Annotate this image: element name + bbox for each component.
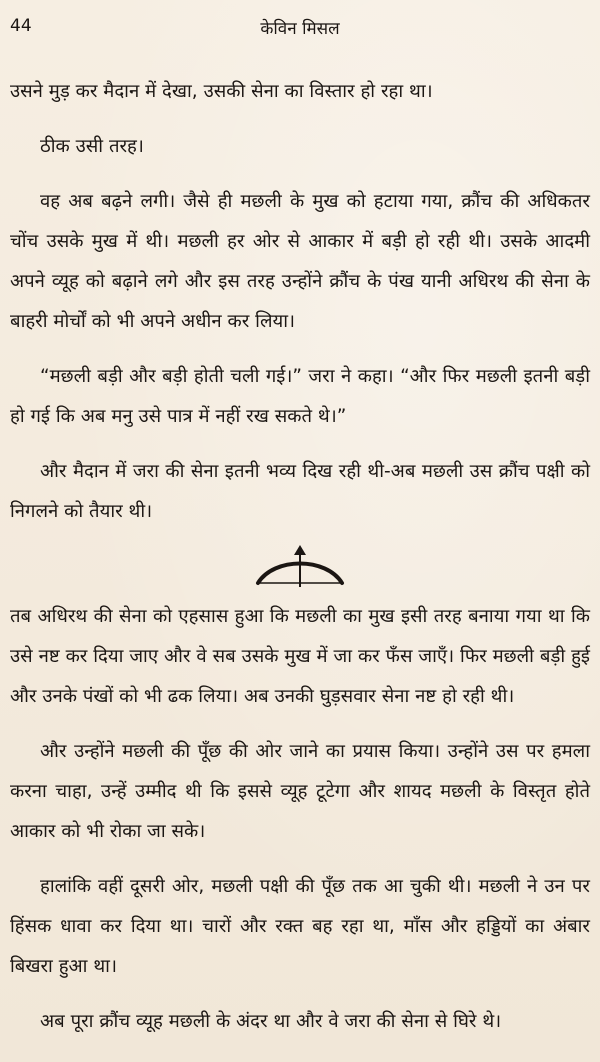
paragraph-5: और मैदान में जरा की सेना इतनी भव्य दिख रही थी-अब मछली उस क्रौंच पक्षी को निगलने को तैयार थी। [10, 461, 590, 522]
paragraph-9: अब पूरा क्रौंच व्यूह मछली के अंदर था और वे जरा की सेना से घिरे थे। [40, 1011, 502, 1032]
paragraph-6: तब अधिरथ की सेना को एहसास हुआ कि मछली का मुख इसी तरह बनाया गया था कि उसे नष्ट कर दिया जाए और वे सब उसके मुख में जा कर फँस जाएँ। फिर मछली बड़ी हुई और उनके पंखों को भी ढक लिया। अब उनकी घुड़सवार सेना नष्ट हो रही थी। [10, 606, 590, 707]
bow-and-arrow-icon [252, 543, 348, 591]
page-body [10, 72, 590, 1057]
paragraph-4: “मछली बड़ी और बड़ी होती चली गई।” जरा ने कहा। “और फिर मछली इतनी बड़ी हो गई कि अब मनु उसे पात्र में नहीं रख सकते थे।” [10, 366, 590, 427]
paragraph-7: और उन्होंने मछली की पूँछ की ओर जाने का प्रयास किया। उन्होंने उस पर हमला करना चाहा, उन्हें उम्मीद थी कि इससे व्यूह टूटेगा और शायद मछली के विस्तृत होते आकार को भी रोका जा सके। [10, 741, 590, 842]
running-head-author: केविन मिसल [260, 19, 340, 39]
paragraph-3: वह अब बढ़ने लगी। जैसे ही मछली के मुख को हटाया गया, क्रौंच की अधिकतर चोंच उसके मुख में थी। मछली हर ओर से आकार में बड़ी हो रही थी। उसके आदमी अपने व्यूह को बढ़ाने लगे और इस तरह उन्होंने क्रौंच के पंख यानी अधिरथ की सेना के बाहरी मोर्चों को भी अपने अधीन कर लिया। [10, 191, 590, 332]
paragraph-8: हालांकि वहीं दूसरी ओर, मछली पक्षी की पूँछ तक आ चुकी थी। मछली ने उन पर हिंसक धावा कर दिया था। चारों और रक्त बह रहा था, माँस और हड्डियों का अंबार बिखरा हुआ था। [10, 876, 590, 977]
paragraph-2: ठीक उसी तरह। [40, 136, 144, 157]
section-break [10, 543, 590, 591]
page-number: 44 [10, 16, 32, 36]
paragraph-1: उसने मुड़ कर मैदान में देखा, उसकी सेना का विस्तार हो रहा था। [10, 81, 433, 102]
page-header [0, 14, 600, 40]
